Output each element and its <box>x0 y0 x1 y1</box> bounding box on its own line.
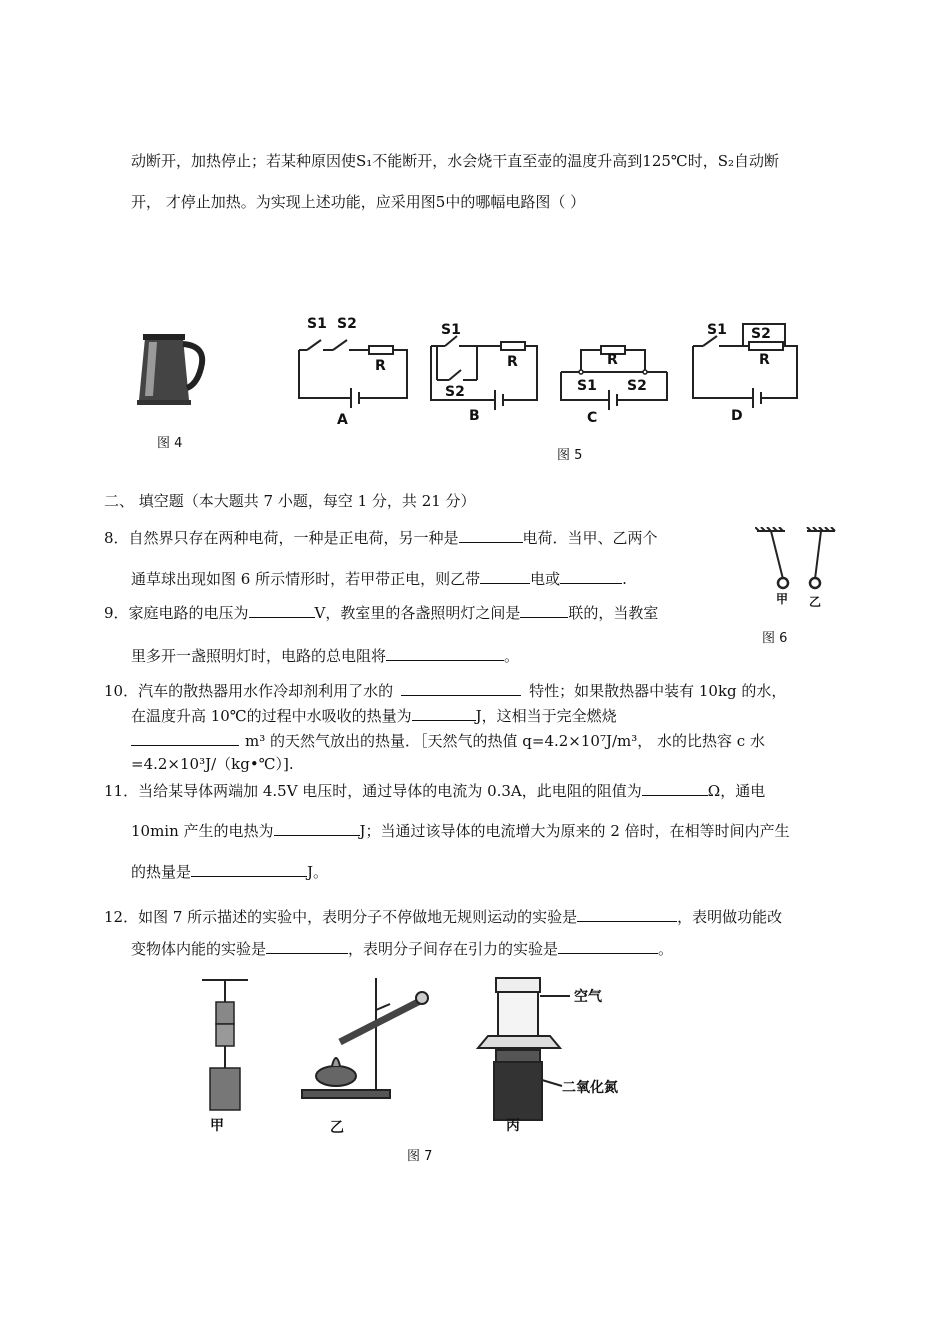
q10-text-c: 在温度升高 10℃的过程中水吸收的热量为 <box>131 707 412 725</box>
q11-text-f: J。 <box>307 863 329 881</box>
q10-blank-1[interactable] <box>401 680 521 696</box>
q9-text-c: 联的，当教室 <box>568 604 659 622</box>
q9-text-b: V，教室里的各盏照明灯之间是 <box>314 604 521 622</box>
q11-line-1 <box>104 780 765 801</box>
q11-text-a: 11．当给某导体两端加 4.5V 电压时，通过导体的电流为 0.3A，此电阻的阻值为 <box>104 782 642 800</box>
q10-text-d: J，这相当于完全燃烧 <box>475 707 617 725</box>
a-r-label: R <box>375 358 386 374</box>
q11-blank-1[interactable] <box>642 780 708 796</box>
q10-text-e: m³ 的天然气放出的热量．［天然气的热值 q=4.2×10⁷J/m³， 水的比热容 c 水 <box>245 732 765 750</box>
q8-line-2 <box>131 568 627 589</box>
fig7-jars <box>478 978 570 1120</box>
fig7-air-label: 空气 <box>574 989 602 1005</box>
c-s1-label: S1 <box>577 378 597 394</box>
q8-text-d: 电或 <box>530 570 561 588</box>
intro-line-1: 动断开，加热停止；若某种原因使S₁不能断开，水会烧干直至壶的温度升高到125℃时，S₂自动断 <box>131 152 779 170</box>
fig7-label-jia: 甲 <box>210 1118 224 1134</box>
fig5-circuits <box>285 300 815 440</box>
fig7-no2-label: 二氧化氮 <box>562 1080 618 1096</box>
fig6-balls <box>755 527 845 609</box>
a-s1-label: S1 <box>307 316 327 332</box>
q9-blank-3[interactable] <box>386 645 504 661</box>
q11-blank-3[interactable] <box>191 861 307 877</box>
kettle-image <box>135 328 210 408</box>
fig4-caption: 图 4 <box>157 436 183 451</box>
q12-text-d: ，表明分子间存在引力的实验是 <box>348 940 559 958</box>
fig7-lead-blocks <box>202 980 248 1110</box>
q9-text-d: 里多开一盏照明灯时，电路的总电阻将 <box>131 647 387 665</box>
fig6-caption: 图 6 <box>762 631 788 646</box>
intro-line-2: 开， 才停止加热。为实现上述功能，应采用图5中的哪幅电路图（ ） <box>131 193 586 211</box>
q8-text-c: 通草球出现如图 6 所示情形时，若甲带正电，则乙带 <box>131 570 481 588</box>
q12-line-2 <box>131 938 673 959</box>
q8-blank-3[interactable] <box>560 568 622 584</box>
q9-blank-1[interactable] <box>249 602 315 618</box>
b-r-label: R <box>507 354 518 370</box>
q10-blank-3[interactable] <box>131 730 239 746</box>
q9-text-e: 。 <box>504 647 520 665</box>
q12-text-e: 。 <box>658 940 674 958</box>
q11-text-c: 10min 产生的电热为 <box>131 822 274 840</box>
c-s2-label: S2 <box>627 378 647 394</box>
fig7-label-bing: 丙 <box>506 1118 520 1134</box>
q11-text-d: J；当通过该导体的电流增大为原来的 2 倍时，在相等时间内产生 <box>359 822 790 840</box>
d-s1-label: S1 <box>707 322 727 338</box>
section-2-title: 二、 填空题（本大题共 7 小题，每空 1 分，共 21 分） <box>104 492 476 510</box>
q10-blank-2[interactable] <box>412 705 476 721</box>
q10-line-3 <box>131 730 765 751</box>
q11-line-2 <box>131 820 790 841</box>
q8-text-a: 8．自然界只存在两种电荷，一种是正电荷，另一种是 <box>104 529 459 547</box>
q10-line-1 <box>104 680 786 701</box>
q11-blank-2[interactable] <box>274 820 360 836</box>
c-r-label: R <box>607 352 618 368</box>
q12-blank-3[interactable] <box>558 938 658 954</box>
q8-blank-1[interactable] <box>459 527 523 543</box>
fig7-caption: 图 7 <box>407 1149 433 1164</box>
fig7-test-tube <box>302 978 428 1098</box>
q12-text-c: 变物体内能的实验是 <box>131 940 267 958</box>
d-label: D <box>731 408 743 424</box>
q10-line-2 <box>131 705 617 726</box>
a-s2-label: S2 <box>337 316 357 332</box>
q8-blank-2[interactable] <box>480 568 530 584</box>
fig7-experiments <box>190 970 640 1140</box>
q10-text-b: 特性；如果散热器中装有 10kg 的水， <box>529 682 787 700</box>
q12-text-b: ，表明做功能改 <box>677 908 783 926</box>
q8-line-1 <box>104 527 658 548</box>
c-label: C <box>587 410 598 426</box>
fig6-label-left: 甲 <box>776 592 789 606</box>
q10-text-a: 10．汽车的散热器用水作冷却剂利用了水的 <box>104 682 394 700</box>
d-s2-label: S2 <box>751 326 771 342</box>
b-s2-label: S2 <box>445 384 465 400</box>
circuit-a <box>299 340 407 408</box>
fig5-caption: 图 5 <box>557 448 583 463</box>
a-label: A <box>337 412 348 428</box>
fig7-label-yi: 乙 <box>330 1120 344 1136</box>
q8-text-b: 电荷．当甲、乙两个 <box>522 529 658 547</box>
q9-blank-2[interactable] <box>520 602 568 618</box>
q8-text-e: . <box>622 570 627 588</box>
q11-line-3 <box>131 861 328 882</box>
q9-line-2 <box>131 645 519 666</box>
q12-line-1 <box>104 906 782 927</box>
q11-text-e: 的热量是 <box>131 863 192 881</box>
q12-blank-1[interactable] <box>577 906 677 922</box>
fig6-label-right: 乙 <box>809 595 822 609</box>
b-label: B <box>469 408 480 424</box>
q9-text-a: 9．家庭电路的电压为 <box>104 604 249 622</box>
q9-line-1 <box>104 602 658 623</box>
d-r-label: R <box>759 352 770 368</box>
q12-text-a: 12．如图 7 所示描述的实验中，表明分子不停做地无规则运动的实验是 <box>104 908 578 926</box>
q12-blank-2[interactable] <box>266 938 348 954</box>
q10-line-4: =4.2×10³J/（kg•℃）]. <box>131 755 294 773</box>
b-s1-label: S1 <box>441 322 461 338</box>
q11-text-b: Ω，通电 <box>707 782 766 800</box>
